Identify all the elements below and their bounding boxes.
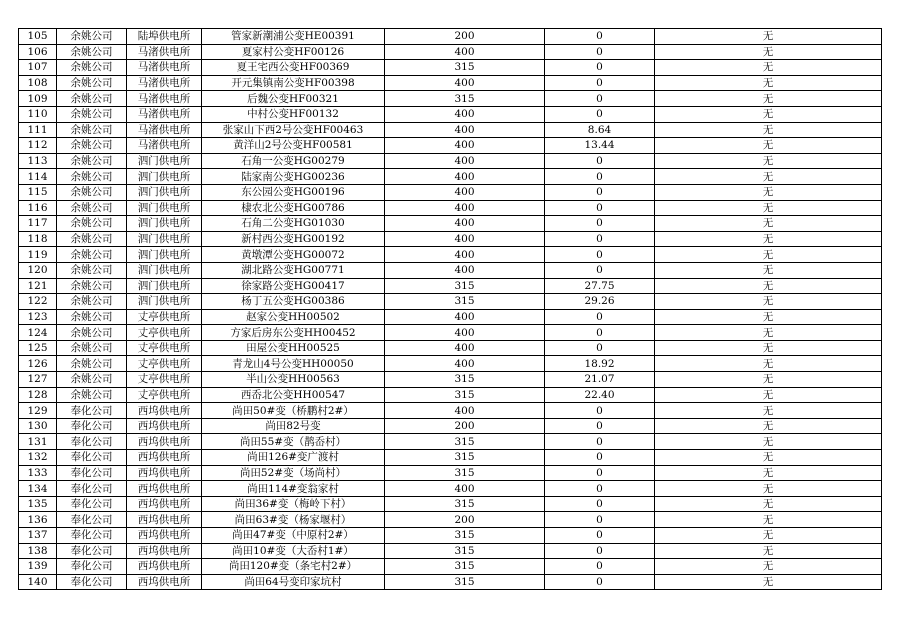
capacity-cell: 400 xyxy=(385,138,545,154)
transformer-name-cell: 尚田52#变（场尚村） xyxy=(202,465,385,481)
row-number-cell: 139 xyxy=(19,559,57,575)
transformer-name-cell: 尚田82号变 xyxy=(202,418,385,434)
row-number-cell: 109 xyxy=(19,91,57,107)
table-row xyxy=(19,559,882,575)
transformer-name-cell: 尚田36#变（梅岭下村） xyxy=(202,496,385,512)
company-cell: 余姚公司 xyxy=(57,340,127,356)
remark-cell: 无 xyxy=(655,247,882,263)
transformer-name-cell: 管家新潮浦公变HE00391 xyxy=(202,29,385,45)
company-cell: 奉化公司 xyxy=(57,528,127,544)
station-cell: 丈亭供电所 xyxy=(127,340,202,356)
row-number-cell: 133 xyxy=(19,465,57,481)
remark-cell: 无 xyxy=(655,262,882,278)
capacity-cell: 200 xyxy=(385,512,545,528)
remark-cell: 无 xyxy=(655,138,882,154)
company-cell: 余姚公司 xyxy=(57,29,127,45)
company-cell: 余姚公司 xyxy=(57,138,127,154)
company-cell: 奉化公司 xyxy=(57,450,127,466)
company-cell: 余姚公司 xyxy=(57,200,127,216)
remark-cell: 无 xyxy=(655,75,882,91)
remark-cell: 无 xyxy=(655,184,882,200)
value-cell: 0 xyxy=(545,91,655,107)
transformer-name-cell: 青龙山4号公变HH00050 xyxy=(202,356,385,372)
table-row xyxy=(19,200,882,216)
table-row xyxy=(19,44,882,60)
station-cell: 西坞供电所 xyxy=(127,450,202,466)
remark-cell: 无 xyxy=(655,496,882,512)
transformer-name-cell: 半山公变HH00563 xyxy=(202,372,385,388)
transformer-name-cell: 尚田47#变（中原村2#） xyxy=(202,528,385,544)
capacity-cell: 400 xyxy=(385,122,545,138)
station-cell: 西坞供电所 xyxy=(127,403,202,419)
table-row xyxy=(19,153,882,169)
capacity-cell: 400 xyxy=(385,169,545,185)
capacity-cell: 400 xyxy=(385,356,545,372)
transformer-name-cell: 夏家村公变HF00126 xyxy=(202,44,385,60)
value-cell: 0 xyxy=(545,153,655,169)
row-number-cell: 120 xyxy=(19,262,57,278)
station-cell: 马渚供电所 xyxy=(127,138,202,154)
row-number-cell: 114 xyxy=(19,169,57,185)
station-cell: 泗门供电所 xyxy=(127,200,202,216)
remark-cell: 无 xyxy=(655,450,882,466)
capacity-cell: 315 xyxy=(385,496,545,512)
company-cell: 余姚公司 xyxy=(57,91,127,107)
station-cell: 泗门供电所 xyxy=(127,153,202,169)
value-cell: 0 xyxy=(545,60,655,76)
table-row xyxy=(19,309,882,325)
station-cell: 马渚供电所 xyxy=(127,44,202,60)
row-number-cell: 117 xyxy=(19,216,57,232)
capacity-cell: 400 xyxy=(385,340,545,356)
remark-cell: 无 xyxy=(655,278,882,294)
remark-cell: 无 xyxy=(655,309,882,325)
row-number-cell: 121 xyxy=(19,278,57,294)
capacity-cell: 400 xyxy=(385,309,545,325)
company-cell: 余姚公司 xyxy=(57,44,127,60)
value-cell: 0 xyxy=(545,481,655,497)
capacity-cell: 315 xyxy=(385,559,545,575)
row-number-cell: 127 xyxy=(19,372,57,388)
company-cell: 余姚公司 xyxy=(57,231,127,247)
station-cell: 丈亭供电所 xyxy=(127,372,202,388)
table-row xyxy=(19,216,882,232)
transformer-name-cell: 尚田50#变（桥鹏村2#） xyxy=(202,403,385,419)
transformer-name-cell: 尚田63#变（杨家堰村） xyxy=(202,512,385,528)
row-number-cell: 128 xyxy=(19,387,57,403)
capacity-cell: 400 xyxy=(385,75,545,91)
station-cell: 泗门供电所 xyxy=(127,294,202,310)
station-cell: 泗门供电所 xyxy=(127,231,202,247)
remark-cell: 无 xyxy=(655,60,882,76)
company-cell: 奉化公司 xyxy=(57,543,127,559)
remark-cell: 无 xyxy=(655,216,882,232)
station-cell: 西坞供电所 xyxy=(127,574,202,590)
remark-cell: 无 xyxy=(655,29,882,45)
capacity-cell: 315 xyxy=(385,294,545,310)
station-cell: 丈亭供电所 xyxy=(127,309,202,325)
value-cell: 27.75 xyxy=(545,278,655,294)
company-cell: 奉化公司 xyxy=(57,403,127,419)
value-cell: 0 xyxy=(545,325,655,341)
table-row xyxy=(19,465,882,481)
value-cell: 0 xyxy=(545,528,655,544)
value-cell: 0 xyxy=(545,184,655,200)
remark-cell: 无 xyxy=(655,543,882,559)
company-cell: 余姚公司 xyxy=(57,153,127,169)
table-row xyxy=(19,278,882,294)
row-number-cell: 118 xyxy=(19,231,57,247)
table-body xyxy=(19,29,882,590)
capacity-cell: 400 xyxy=(385,200,545,216)
value-cell: 0 xyxy=(545,418,655,434)
remark-cell: 无 xyxy=(655,559,882,575)
row-number-cell: 132 xyxy=(19,450,57,466)
remark-cell: 无 xyxy=(655,387,882,403)
remark-cell: 无 xyxy=(655,574,882,590)
station-cell: 西坞供电所 xyxy=(127,481,202,497)
table-row xyxy=(19,543,882,559)
row-number-cell: 122 xyxy=(19,294,57,310)
station-cell: 丈亭供电所 xyxy=(127,325,202,341)
company-cell: 奉化公司 xyxy=(57,559,127,575)
company-cell: 余姚公司 xyxy=(57,216,127,232)
capacity-cell: 315 xyxy=(385,465,545,481)
table-row xyxy=(19,231,882,247)
table-row xyxy=(19,91,882,107)
row-number-cell: 107 xyxy=(19,60,57,76)
remark-cell: 无 xyxy=(655,528,882,544)
value-cell: 0 xyxy=(545,512,655,528)
value-cell: 18.92 xyxy=(545,356,655,372)
transformer-name-cell: 尚田120#变（条宅村2#） xyxy=(202,559,385,575)
remark-cell: 无 xyxy=(655,153,882,169)
transformer-name-cell: 棣农北公变HG00786 xyxy=(202,200,385,216)
value-cell: 0 xyxy=(545,106,655,122)
station-cell: 丈亭供电所 xyxy=(127,356,202,372)
transformer-name-cell: 石角二公变HG01030 xyxy=(202,216,385,232)
station-cell: 陆埠供电所 xyxy=(127,29,202,45)
station-cell: 西坞供电所 xyxy=(127,465,202,481)
capacity-cell: 400 xyxy=(385,481,545,497)
capacity-cell: 315 xyxy=(385,543,545,559)
value-cell: 0 xyxy=(545,309,655,325)
row-number-cell: 106 xyxy=(19,44,57,60)
table-row xyxy=(19,184,882,200)
row-number-cell: 138 xyxy=(19,543,57,559)
value-cell: 0 xyxy=(545,216,655,232)
value-cell: 0 xyxy=(545,231,655,247)
transformer-name-cell: 田屋公变HH00525 xyxy=(202,340,385,356)
company-cell: 余姚公司 xyxy=(57,294,127,310)
station-cell: 马渚供电所 xyxy=(127,91,202,107)
capacity-cell: 315 xyxy=(385,434,545,450)
value-cell: 8.64 xyxy=(545,122,655,138)
capacity-cell: 400 xyxy=(385,403,545,419)
station-cell: 西坞供电所 xyxy=(127,528,202,544)
company-cell: 奉化公司 xyxy=(57,418,127,434)
row-number-cell: 130 xyxy=(19,418,57,434)
company-cell: 余姚公司 xyxy=(57,184,127,200)
transformer-name-cell: 方家后房东公变HH00452 xyxy=(202,325,385,341)
value-cell: 0 xyxy=(545,262,655,278)
company-cell: 奉化公司 xyxy=(57,574,127,590)
remark-cell: 无 xyxy=(655,231,882,247)
transformer-name-cell: 杨丁五公变HG00386 xyxy=(202,294,385,310)
station-cell: 泗门供电所 xyxy=(127,262,202,278)
capacity-cell: 315 xyxy=(385,528,545,544)
station-cell: 马渚供电所 xyxy=(127,106,202,122)
table-row xyxy=(19,356,882,372)
remark-cell: 无 xyxy=(655,340,882,356)
capacity-cell: 400 xyxy=(385,247,545,263)
company-cell: 奉化公司 xyxy=(57,481,127,497)
station-cell: 马渚供电所 xyxy=(127,122,202,138)
table-row xyxy=(19,418,882,434)
company-cell: 余姚公司 xyxy=(57,75,127,91)
station-cell: 西坞供电所 xyxy=(127,434,202,450)
company-cell: 余姚公司 xyxy=(57,372,127,388)
value-cell: 22.40 xyxy=(545,387,655,403)
remark-cell: 无 xyxy=(655,106,882,122)
transformer-name-cell: 张家山下西2号公变HF00463 xyxy=(202,122,385,138)
company-cell: 余姚公司 xyxy=(57,122,127,138)
station-cell: 泗门供电所 xyxy=(127,278,202,294)
value-cell: 13.44 xyxy=(545,138,655,154)
row-number-cell: 137 xyxy=(19,528,57,544)
value-cell: 0 xyxy=(545,450,655,466)
table-row xyxy=(19,75,882,91)
company-cell: 余姚公司 xyxy=(57,325,127,341)
remark-cell: 无 xyxy=(655,434,882,450)
transformer-name-cell: 赵家公变HH00502 xyxy=(202,309,385,325)
value-cell: 0 xyxy=(545,403,655,419)
row-number-cell: 123 xyxy=(19,309,57,325)
station-cell: 泗门供电所 xyxy=(127,247,202,263)
transformer-name-cell: 后魏公变HF00321 xyxy=(202,91,385,107)
value-cell: 0 xyxy=(545,200,655,216)
company-cell: 余姚公司 xyxy=(57,106,127,122)
table-row xyxy=(19,122,882,138)
row-number-cell: 136 xyxy=(19,512,57,528)
value-cell: 0 xyxy=(545,543,655,559)
remark-cell: 无 xyxy=(655,418,882,434)
row-number-cell: 140 xyxy=(19,574,57,590)
station-cell: 马渚供电所 xyxy=(127,60,202,76)
value-cell: 0 xyxy=(545,340,655,356)
transformer-name-cell: 东公园公变HG00196 xyxy=(202,184,385,200)
capacity-cell: 400 xyxy=(385,262,545,278)
transformer-name-cell: 夏王宅西公变HF00369 xyxy=(202,60,385,76)
row-number-cell: 111 xyxy=(19,122,57,138)
table-row xyxy=(19,372,882,388)
transformer-name-cell: 西岙北公变HH00547 xyxy=(202,387,385,403)
table-row xyxy=(19,106,882,122)
remark-cell: 无 xyxy=(655,91,882,107)
row-number-cell: 125 xyxy=(19,340,57,356)
row-number-cell: 113 xyxy=(19,153,57,169)
remark-cell: 无 xyxy=(655,200,882,216)
table-row xyxy=(19,528,882,544)
remark-cell: 无 xyxy=(655,294,882,310)
value-cell: 21.07 xyxy=(545,372,655,388)
table-row xyxy=(19,574,882,590)
row-number-cell: 126 xyxy=(19,356,57,372)
table-row xyxy=(19,340,882,356)
transformer-name-cell: 石角一公变HG00279 xyxy=(202,153,385,169)
row-number-cell: 131 xyxy=(19,434,57,450)
value-cell: 0 xyxy=(545,75,655,91)
capacity-cell: 400 xyxy=(385,216,545,232)
table-row xyxy=(19,325,882,341)
capacity-cell: 400 xyxy=(385,44,545,60)
capacity-cell: 200 xyxy=(385,29,545,45)
row-number-cell: 134 xyxy=(19,481,57,497)
capacity-cell: 315 xyxy=(385,91,545,107)
transformer-name-cell: 中村公变HF00132 xyxy=(202,106,385,122)
station-cell: 泗门供电所 xyxy=(127,184,202,200)
company-cell: 奉化公司 xyxy=(57,496,127,512)
table-row xyxy=(19,403,882,419)
row-number-cell: 105 xyxy=(19,29,57,45)
table-row xyxy=(19,512,882,528)
value-cell: 0 xyxy=(545,29,655,45)
transformer-name-cell: 徐家路公变HG00417 xyxy=(202,278,385,294)
table-row xyxy=(19,294,882,310)
remark-cell: 无 xyxy=(655,403,882,419)
table-row xyxy=(19,496,882,512)
transformer-name-cell: 尚田64号变印家坑村 xyxy=(202,574,385,590)
company-cell: 奉化公司 xyxy=(57,512,127,528)
remark-cell: 无 xyxy=(655,372,882,388)
transformer-name-cell: 尚田55#变（鹊岙村） xyxy=(202,434,385,450)
station-cell: 西坞供电所 xyxy=(127,418,202,434)
row-number-cell: 129 xyxy=(19,403,57,419)
value-cell: 0 xyxy=(545,559,655,575)
table-row xyxy=(19,60,882,76)
remark-cell: 无 xyxy=(655,325,882,341)
company-cell: 余姚公司 xyxy=(57,60,127,76)
transformer-name-cell: 新村西公变HG00192 xyxy=(202,231,385,247)
table-row xyxy=(19,434,882,450)
remark-cell: 无 xyxy=(655,512,882,528)
station-cell: 马渚供电所 xyxy=(127,75,202,91)
capacity-cell: 315 xyxy=(385,574,545,590)
value-cell: 0 xyxy=(545,496,655,512)
row-number-cell: 124 xyxy=(19,325,57,341)
company-cell: 余姚公司 xyxy=(57,356,127,372)
table-row xyxy=(19,169,882,185)
company-cell: 余姚公司 xyxy=(57,247,127,263)
station-cell: 西坞供电所 xyxy=(127,543,202,559)
station-cell: 泗门供电所 xyxy=(127,169,202,185)
company-cell: 余姚公司 xyxy=(57,387,127,403)
value-cell: 0 xyxy=(545,247,655,263)
value-cell: 0 xyxy=(545,169,655,185)
value-cell: 0 xyxy=(545,465,655,481)
table-row xyxy=(19,450,882,466)
remark-cell: 无 xyxy=(655,465,882,481)
capacity-cell: 400 xyxy=(385,231,545,247)
station-cell: 丈亭供电所 xyxy=(127,387,202,403)
transformer-name-cell: 尚田126#变广渡村 xyxy=(202,450,385,466)
capacity-cell: 315 xyxy=(385,278,545,294)
company-cell: 奉化公司 xyxy=(57,465,127,481)
value-cell: 29.26 xyxy=(545,294,655,310)
capacity-cell: 315 xyxy=(385,450,545,466)
capacity-cell: 315 xyxy=(385,372,545,388)
remark-cell: 无 xyxy=(655,481,882,497)
capacity-cell: 400 xyxy=(385,184,545,200)
table-row xyxy=(19,481,882,497)
row-number-cell: 110 xyxy=(19,106,57,122)
company-cell: 余姚公司 xyxy=(57,278,127,294)
remark-cell: 无 xyxy=(655,44,882,60)
company-cell: 余姚公司 xyxy=(57,309,127,325)
capacity-cell: 315 xyxy=(385,60,545,76)
capacity-cell: 400 xyxy=(385,106,545,122)
company-cell: 余姚公司 xyxy=(57,169,127,185)
remark-cell: 无 xyxy=(655,356,882,372)
row-number-cell: 115 xyxy=(19,184,57,200)
value-cell: 0 xyxy=(545,44,655,60)
capacity-cell: 315 xyxy=(385,387,545,403)
row-number-cell: 119 xyxy=(19,247,57,263)
company-cell: 奉化公司 xyxy=(57,434,127,450)
transformer-name-cell: 尚田10#变（大岙村1#） xyxy=(202,543,385,559)
value-cell: 0 xyxy=(545,574,655,590)
remark-cell: 无 xyxy=(655,169,882,185)
transformer-name-cell: 尚田114#变翁家村 xyxy=(202,481,385,497)
transformer-name-cell: 黄洋山2号公变HF00581 xyxy=(202,138,385,154)
company-cell: 余姚公司 xyxy=(57,262,127,278)
station-cell: 西坞供电所 xyxy=(127,496,202,512)
table-row xyxy=(19,138,882,154)
remark-cell: 无 xyxy=(655,122,882,138)
station-cell: 西坞供电所 xyxy=(127,559,202,575)
station-cell: 西坞供电所 xyxy=(127,512,202,528)
row-number-cell: 108 xyxy=(19,75,57,91)
capacity-cell: 200 xyxy=(385,418,545,434)
row-number-cell: 116 xyxy=(19,200,57,216)
transformer-name-cell: 开元集镇南公变HF00398 xyxy=(202,75,385,91)
transformer-name-cell: 湖北路公变HG00771 xyxy=(202,262,385,278)
transformer-name-cell: 黄墩潭公变HG00072 xyxy=(202,247,385,263)
row-number-cell: 112 xyxy=(19,138,57,154)
transformer-name-cell: 陆家南公变HG00236 xyxy=(202,169,385,185)
row-number-cell: 135 xyxy=(19,496,57,512)
transformer-table xyxy=(18,28,882,590)
table-row xyxy=(19,247,882,263)
value-cell: 0 xyxy=(545,434,655,450)
table-row xyxy=(19,262,882,278)
capacity-cell: 400 xyxy=(385,325,545,341)
table-row xyxy=(19,29,882,45)
station-cell: 泗门供电所 xyxy=(127,216,202,232)
table-row xyxy=(19,387,882,403)
capacity-cell: 400 xyxy=(385,153,545,169)
